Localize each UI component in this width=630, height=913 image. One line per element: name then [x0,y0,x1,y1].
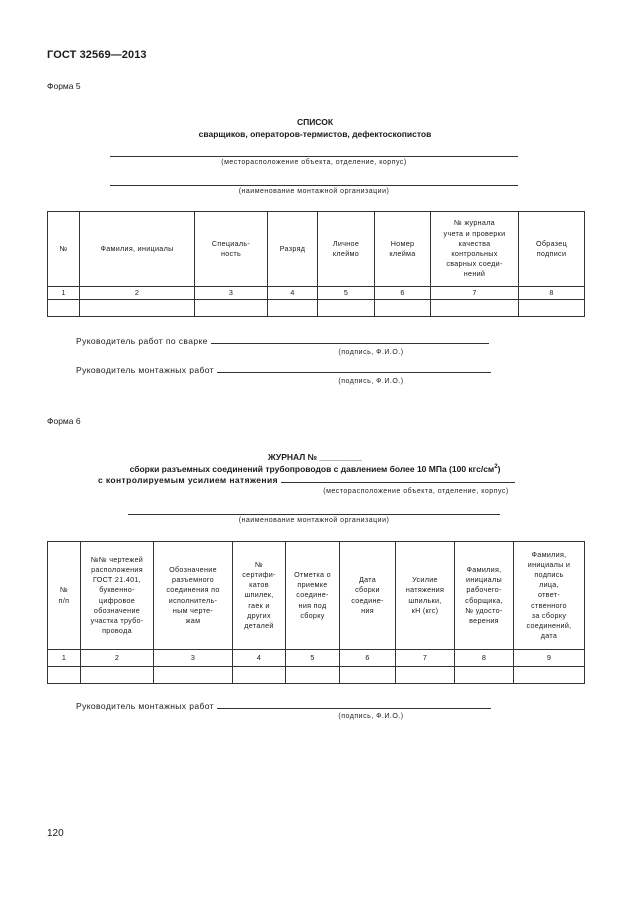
form6-col-number: 7 [396,650,455,667]
form5-title [0,116,630,140]
form5-col-number: 6 [375,287,431,300]
form6-col-header: Отметка о приемке соедине- ния под сборку [286,542,340,650]
form6-col-number: 3 [154,650,233,667]
document-standard-header: ГОСТ 32569—2013 [47,49,147,61]
form6-title-line2: сборки разъемных соединений трубопроводов с давлением более 10 МПа (100 кгс/$см^2$) [129,464,501,474]
form6-col-number: 6 [340,650,396,667]
form5-title-line1: СПИСОК [296,117,334,127]
form6-title-line1: ЖУРНАЛ № _________ [268,452,362,462]
form5-col-header: Фамилия, инициалы [80,212,195,287]
form6-col-number: 4 [233,650,286,667]
form6-sig-label: Руководитель монтажных работ [76,701,214,711]
form5-col-number: 3 [195,287,268,300]
form6-col-number: 2 [81,650,154,667]
form6-location-caption: (месторасположение объекта, отделение, корпус) [323,488,509,495]
form6-col-header: № п/п [48,542,81,650]
form5-col-header: Номер клейма [375,212,431,287]
form5-col-header: Разряд [268,212,318,287]
form5-org-caption: (наименование монтажной организации) [238,188,390,195]
form6-sig-caption: (подпись, Ф.И.О.) [338,713,404,720]
form5-col-header: Специаль- ность [195,212,268,287]
form5-col-number: 5 [318,287,375,300]
form6-col-number: 9 [514,650,585,667]
form6-org-caption: (наименование монтажной организации) [238,517,390,524]
form5-title-line2: сварщиков, операторов-термистов, дефектоскопистов [198,129,432,139]
form5-col-number: 4 [268,287,318,300]
form5-col-number: 1 [48,287,80,300]
form6-col-header: Фамилия, инициалы рабочего- сборщика, № удосто- верения [455,542,514,650]
form5-sig1-label: Руководитель работ по сварке [76,336,208,346]
form6-sig-field[interactable] [217,708,491,709]
form6-title-line3: с контролируемым усилием натяжения [98,475,278,485]
form5-sig2-caption: (подпись, Ф.И.О.) [338,378,404,385]
form6-table [47,541,585,684]
form6-col-header: Дата сборки соедине- ния [340,542,396,650]
form6-col-number: 8 [455,650,514,667]
form5-sig2-row [76,365,491,375]
form5-sig1-field[interactable] [211,343,489,344]
form6-empty-row[interactable] [48,667,585,684]
form6-number-row [48,650,585,667]
form5-col-header: Образец подписи [519,212,585,287]
form5-col-header: № [48,212,80,287]
form6-col-header: Фамилия, инициалы и подпись лица, ответ- ственного за сборку соединений, дата [514,542,585,650]
form5-sig2-label: Руководитель монтажных работ [76,365,214,375]
form6-col-number: 5 [286,650,340,667]
form5-col-number: 2 [80,287,195,300]
form5-col-number: 7 [431,287,519,300]
form6-org-line [128,514,500,515]
form5-empty-row[interactable] [48,300,585,317]
form6-header-row [48,542,585,650]
form5-header-row [48,212,585,287]
form5-number-row [48,287,585,300]
form6-sig-row [76,701,491,711]
form5-sig1-caption: (подпись, Ф.И.О.) [338,349,404,356]
form5-col-header: Личное клеймо [318,212,375,287]
form5-col-number: 8 [519,287,585,300]
form6-col-number: 1 [48,650,81,667]
form5-label: Форма 5 [47,81,81,91]
form5-col-header: № журнала учета и проверки качества контрольных сварных соеди- нений [431,212,519,287]
form6-title [0,451,630,475]
form6-title-line3-row [98,475,515,485]
form6-location-line[interactable] [281,482,515,483]
form6-col-header: Обозначение разъемного соединения по исполнитель- ным черте- жам [154,542,233,650]
form5-table [47,211,585,317]
form5-org-line [110,185,518,186]
form5-location-caption: (месторасположение объекта, отделение, корпус) [221,159,407,166]
page-number: 120 [47,828,64,839]
form6-col-header: № сертифи- катов шпилек, гаек и других деталей [233,542,286,650]
form6-col-header: №№ чертежей расположения ГОСТ 21.401, буквенно- цифровое обозначение участка трубо- провода [81,542,154,650]
form5-sig1-row [76,336,489,346]
form5-sig2-field[interactable] [217,372,491,373]
form6-col-header: Усилие натяжения шпильки, кН (кгс) [396,542,455,650]
form5-location-line [110,156,518,157]
form6-label: Форма 6 [47,416,81,426]
